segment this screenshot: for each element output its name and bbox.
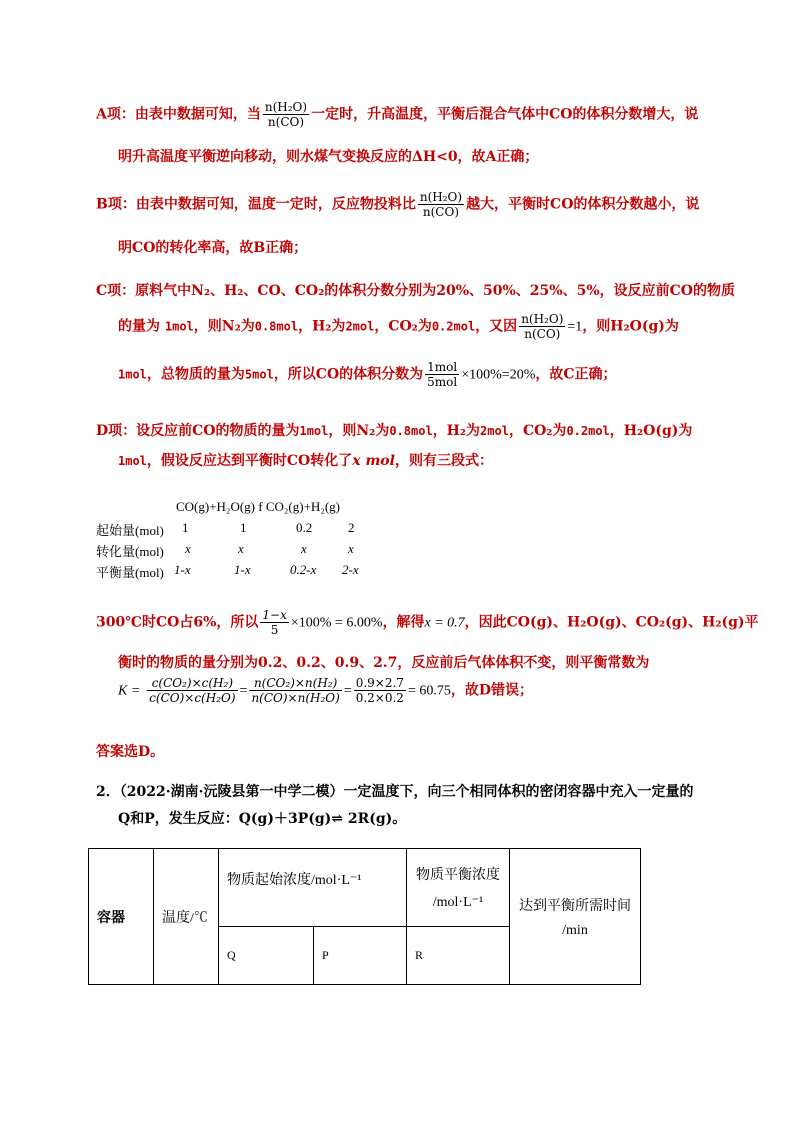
value: 2mol: [345, 319, 375, 334]
cell: 1: [182, 520, 189, 535]
section-a-text-pre: A项：由表中数据可知，当: [96, 106, 261, 123]
text: ，CO₂为: [508, 423, 567, 439]
fraction-denominator: n(CO): [422, 205, 460, 219]
section-b-line1: [96, 190, 699, 219]
cell: x: [301, 541, 307, 556]
text: ，则N₂为: [193, 318, 255, 335]
calculation: ×100% = 6.00%: [290, 615, 383, 631]
header-equilibrium-concentration: [407, 849, 510, 927]
text: ，则H₂O(g)为: [582, 318, 679, 335]
k-result: = 60.75: [407, 683, 451, 699]
section-a-line2-text: 明升高温度平衡逆向移动，则水煤气变换反应的ΔH<0，故A正确；: [118, 149, 539, 165]
header-temperature: 温度/℃: [154, 849, 219, 985]
value: 0.2mol: [566, 424, 610, 438]
fraction-denominator: 5: [270, 623, 279, 637]
variable-x: x mol: [352, 453, 395, 469]
ratio-fraction: [418, 190, 464, 219]
section-300-line2: [118, 652, 649, 672]
text: ，解得: [382, 614, 425, 631]
cell: 1-x: [174, 562, 191, 577]
value: 5mol: [244, 367, 274, 382]
value: 1mol: [118, 454, 147, 468]
k-label: K =: [118, 683, 141, 699]
fraction-numerator: n(H₂O): [419, 190, 463, 204]
equilibrium-constant-line: K = $\frac{\text{c(CO₂)×c(H₂)}}{\text{c(CO)×c(H₂O)}}$ = $\frac{\text{n(CO₂)×n(H₂)}}{\text{n(CO)×n(H₂O)}}$ = $\frac{0.9\times 2.7}{0.2\times 0.2}$ = 60.75，故D错误；: [118, 676, 533, 705]
k-fraction-values: [354, 676, 406, 705]
cell: x: [238, 541, 244, 556]
section-b-text-post: 越大，平衡时CO的体积分数越小，说: [466, 196, 700, 213]
fraction-denominator: c(CO)×c(H₂O): [149, 691, 236, 705]
k-fraction-concentration: [147, 676, 237, 705]
row-label: 起始量(mol): [96, 523, 164, 538]
fraction-denominator: n(CO): [524, 327, 561, 341]
section-b-text-pre: B项：由表中数据可知，温度一定时，反应物投料比: [96, 196, 416, 213]
text: ，假设反应达到平衡时CO转化了: [146, 453, 353, 469]
subheader-r: R: [407, 927, 510, 985]
answer-line: 答案选D。: [96, 744, 165, 760]
text: ，故C正确；: [535, 366, 617, 383]
value: 0.2mol: [431, 319, 476, 334]
calculation: ×100%=20%: [461, 367, 536, 383]
section-c-line1-text: C项：原料气中N₂、H₂、CO、CO₂的体积分数分别为20%、50%、25%、5%，设反应前CO的物质: [96, 283, 735, 299]
text: D项：设反应前CO的物质的量为: [96, 423, 300, 439]
fraction-numerator: 1mol: [427, 360, 458, 374]
section-300-line1: [96, 608, 759, 637]
header-equilibrium-line2: /mol·L⁻¹: [432, 895, 484, 910]
section-c-line3: [118, 360, 617, 389]
text: ，又因: [475, 318, 518, 335]
value: 2mol: [480, 424, 509, 438]
text: ，H₂为: [432, 423, 481, 439]
question-table: [88, 848, 641, 985]
volume-fraction: [425, 360, 459, 389]
cell: 1: [240, 520, 247, 535]
equals-one: =1: [567, 319, 583, 335]
text: ，CO₂为: [374, 318, 432, 335]
row-label: 平衡量(mol): [96, 565, 164, 580]
text: ，则N₂为: [328, 423, 390, 439]
k-fraction-moles: [249, 676, 341, 705]
fraction-numerator: n(H₂O): [264, 100, 308, 114]
fraction-numerator: 1−x: [262, 608, 287, 622]
text: 的量为: [118, 318, 160, 335]
fraction-denominator: 5mol: [427, 375, 458, 389]
value: 1mol: [164, 319, 194, 334]
three-stage-row-initial: [96, 520, 396, 540]
cell: 0.2: [296, 520, 313, 535]
section-c-line2: [118, 312, 679, 341]
header-time: [510, 849, 641, 985]
header-time-line1: 达到平衡所需时间: [519, 898, 631, 914]
section-a-line2: [118, 146, 538, 166]
fraction-numerator: c(CO₂)×c(H₂): [147, 676, 237, 691]
text: ，H₂为: [298, 318, 346, 335]
question2-line1: 2．（2022·湖南·沅陵县第一中学二模）一定温度下，向三个相同体积的密闭容器中充入一定量的: [96, 784, 694, 800]
section-c-line1: [96, 280, 735, 300]
cell: x: [185, 541, 191, 556]
row-label: 转化量(mol): [96, 544, 164, 559]
text: ，总物质的量为: [146, 366, 245, 383]
subheader-p: P: [314, 927, 407, 985]
ratio-fraction: [519, 312, 565, 341]
text: 衡时的物质的量分别为0.2、0.2、0.9、2.7，反应前后气体体积不变，则平衡常数为: [118, 655, 650, 671]
value: 0.8mol: [389, 424, 433, 438]
fraction-numerator: n(H₂O): [521, 312, 564, 326]
text: ，H₂O(g)为: [609, 423, 693, 439]
text: ，故D错误；: [450, 682, 533, 699]
three-stage-row-equilibrium: [96, 562, 396, 582]
value: 1mol: [118, 367, 147, 382]
fraction-denominator: n(CO): [267, 115, 305, 129]
text: ，则有三段式：: [394, 453, 493, 469]
fraction-numerator: n(CO₂)×n(H₂): [249, 676, 341, 691]
value: 0.8mol: [254, 319, 299, 334]
header-initial-concentration: 物质起始浓度/mol·L⁻¹: [219, 849, 407, 927]
fraction-numerator: 0.9×2.7: [355, 676, 404, 690]
value: 1mol: [299, 424, 329, 438]
cell: 2-x: [342, 562, 359, 577]
section-b-line2: [118, 237, 307, 257]
question2-line2: Q和P，发生反应：Q(g)＋3P(g)⇌ 2R(g)。: [118, 811, 407, 827]
section-d-line1: [96, 420, 692, 440]
ratio-fraction: [260, 608, 288, 637]
section-b-line2-text: 明CO的转化率高，故B正确；: [118, 240, 308, 256]
text: 300℃时CO占6%，所以: [96, 614, 259, 631]
cell: 1-x: [234, 562, 251, 577]
header-time-line2: /min: [562, 922, 588, 938]
subheader-q: Q: [219, 927, 314, 985]
section-d-line2: [118, 450, 493, 470]
header-container: 容器: [89, 849, 154, 985]
fraction-denominator: 0.2×0.2: [355, 691, 404, 705]
section-a-text-post: 一定时，升高温度，平衡后混合气体中CO的体积分数增大，说: [311, 106, 699, 123]
three-stage-row-change: [96, 541, 396, 561]
text: ，因此CO(g)、H₂O(g)、CO₂(g)、H₂(g)平: [464, 614, 759, 631]
solution: x = 0.7: [424, 615, 465, 631]
fraction-denominator: n(CO)×n(H₂O): [251, 691, 340, 705]
cell: 0.2-x: [290, 562, 317, 577]
ratio-fraction: [263, 100, 309, 129]
section-a-line1: [96, 100, 698, 129]
header-equilibrium-line1: 物质平衡浓度: [416, 868, 500, 883]
reaction-equation: CO(g)+H₂O(g) f CO₂(g)+H₂(g): [176, 499, 341, 514]
cell: x: [348, 541, 354, 556]
cell: 2: [348, 520, 355, 535]
text: ，所以CO的体积分数为: [273, 366, 424, 383]
